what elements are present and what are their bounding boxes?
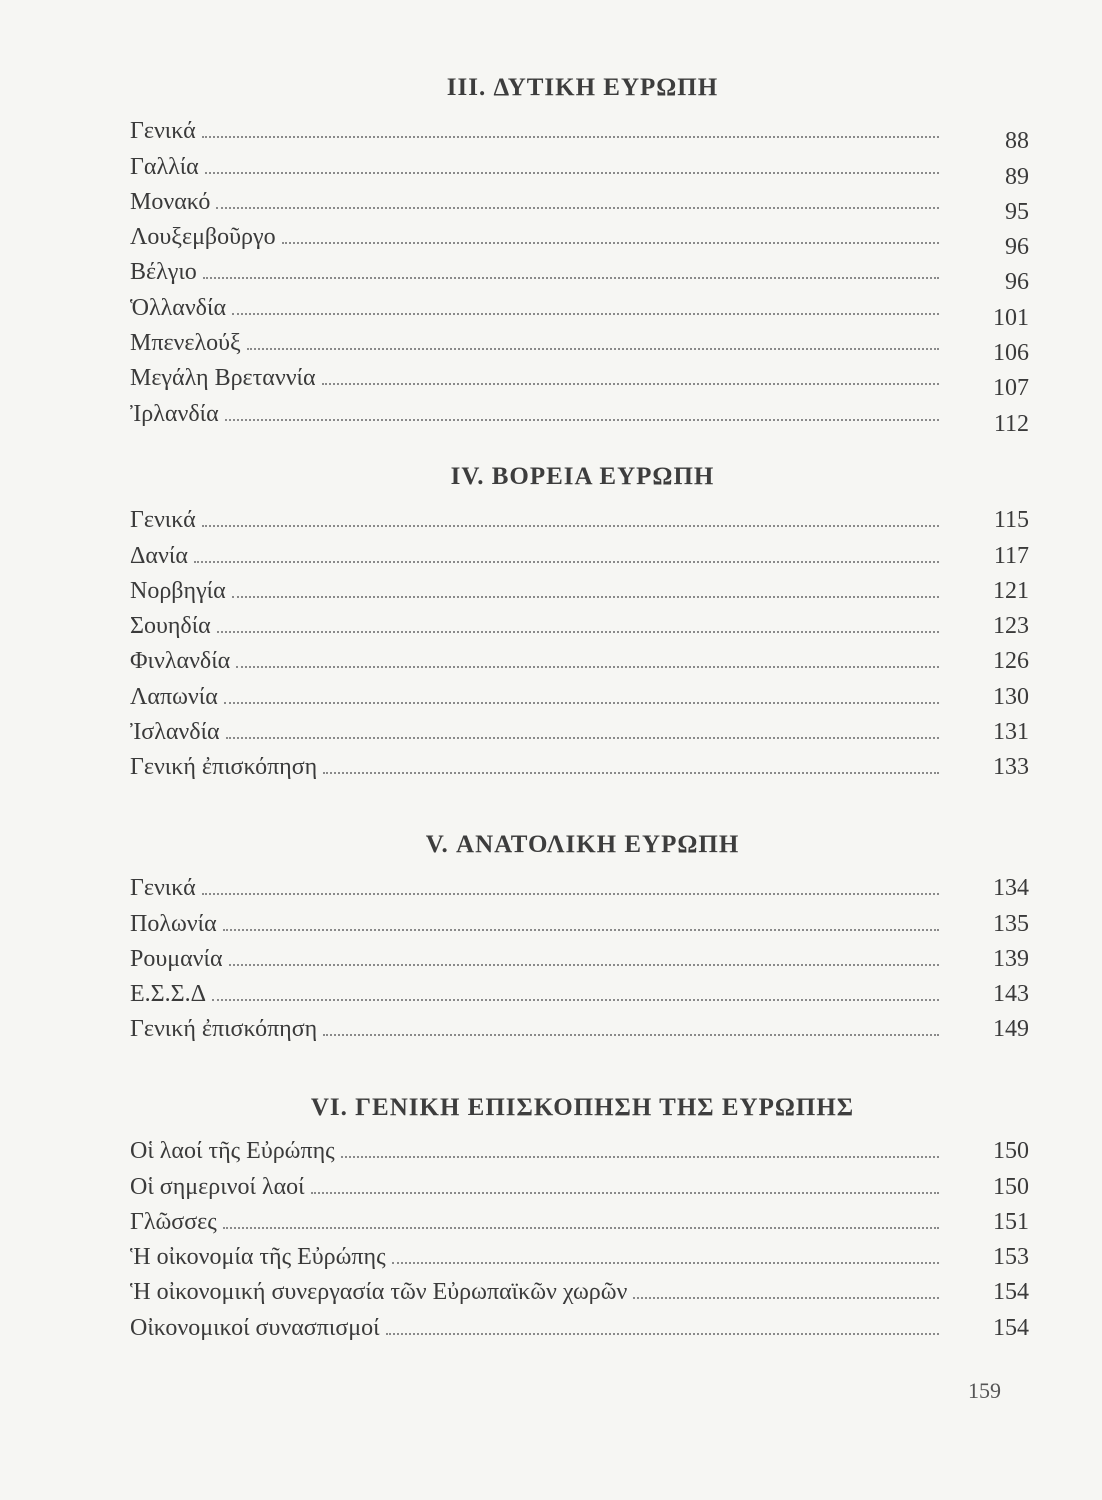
entry-label: Γενικά bbox=[130, 875, 196, 902]
dot-leader bbox=[223, 929, 939, 931]
toc-entry bbox=[130, 1130, 1035, 1165]
entry-label: Ε.Σ.Σ.Δ bbox=[130, 981, 207, 1008]
section-western-europe bbox=[130, 68, 1035, 437]
entry-label: Οἱ σημερινοί λαοί bbox=[130, 1173, 305, 1200]
entry-page-number: 126 bbox=[993, 648, 1029, 675]
entry-page-number: 154 bbox=[993, 1314, 1029, 1341]
dot-leader bbox=[229, 964, 939, 966]
dot-leader bbox=[212, 999, 939, 1001]
section-general-overview bbox=[130, 1088, 1035, 1342]
entry-label: Γενικά bbox=[130, 118, 196, 145]
dot-leader bbox=[341, 1156, 939, 1158]
dot-leader bbox=[236, 666, 939, 668]
entry-page-number: 89 bbox=[1005, 163, 1029, 190]
entry-page-number: 134 bbox=[993, 875, 1029, 902]
toc-entry bbox=[130, 640, 1035, 675]
toc-entry bbox=[130, 216, 1035, 261]
entry-label: Σουηδία bbox=[130, 613, 211, 640]
section-title: VI. ΓΕΝΙΚΗ ΕΠΙΣΚΟΠΗΣΗ ΤΗΣ ΕΥΡΩΠΗΣ bbox=[310, 1094, 855, 1121]
toc-entry bbox=[130, 1306, 1035, 1341]
entry-label: Γενική ἐπισκόπηση bbox=[130, 754, 318, 781]
entry-page-number: 106 bbox=[993, 340, 1029, 367]
dot-leader bbox=[232, 596, 939, 598]
entry-label: Οἱ λαοί τῆς Εὐρώπης bbox=[130, 1138, 335, 1165]
entry-label: Ἡ οἰκονομική συνεργασία τῶν Εὐρωπαϊκῶν χωρῶν bbox=[130, 1279, 628, 1306]
entry-label: Βέλγιο bbox=[130, 259, 197, 286]
dot-leader bbox=[202, 136, 939, 138]
dot-leader bbox=[225, 419, 939, 421]
toc-entry bbox=[130, 392, 1035, 437]
entry-page-number: 130 bbox=[993, 683, 1029, 710]
entry-label: Μονακό bbox=[130, 188, 211, 215]
dot-leader bbox=[203, 277, 939, 279]
entry-page-number: 151 bbox=[993, 1208, 1029, 1235]
entry-list bbox=[130, 110, 1035, 437]
entry-page-number: 123 bbox=[993, 613, 1029, 640]
dot-leader bbox=[217, 631, 939, 633]
toc-entry bbox=[130, 286, 1035, 331]
entry-page-number: 150 bbox=[993, 1173, 1029, 1200]
toc-entry bbox=[130, 1165, 1035, 1200]
entry-page-number: 107 bbox=[993, 375, 1029, 402]
entry-label: Ρουμανία bbox=[130, 945, 223, 972]
toc-entry bbox=[130, 534, 1035, 569]
entry-label: Λουξεμβοῦργο bbox=[130, 224, 276, 251]
dot-leader bbox=[226, 737, 939, 739]
dot-leader bbox=[247, 348, 939, 350]
entry-label: Νορβηγία bbox=[130, 577, 226, 604]
entry-page-number: 143 bbox=[993, 981, 1029, 1008]
dot-leader bbox=[311, 1192, 939, 1194]
entry-page-number: 150 bbox=[993, 1138, 1029, 1165]
dot-leader bbox=[322, 383, 939, 385]
entry-label: Μπενελούξ bbox=[130, 330, 241, 357]
toc-entry bbox=[130, 1201, 1035, 1236]
entry-label: Μεγάλη Βρεταννία bbox=[130, 365, 316, 392]
dot-leader bbox=[633, 1297, 939, 1299]
dot-leader bbox=[232, 313, 939, 315]
entry-label: Γενικά bbox=[130, 507, 196, 534]
entry-page-number: 131 bbox=[993, 719, 1029, 746]
entry-list bbox=[130, 1130, 1035, 1342]
dot-leader bbox=[282, 242, 939, 244]
entry-label: Λαπωνία bbox=[130, 683, 218, 710]
entry-list bbox=[130, 499, 1035, 781]
toc-entry bbox=[130, 181, 1035, 225]
entry-page-number: 117 bbox=[993, 542, 1029, 569]
toc-entry bbox=[130, 746, 1035, 781]
entry-page-number: 153 bbox=[993, 1244, 1029, 1271]
dot-leader bbox=[224, 702, 939, 704]
entry-label: Φινλανδία bbox=[130, 648, 231, 675]
entry-label: Ἡ οἰκονομία τῆς Εὐρώπης bbox=[130, 1244, 386, 1271]
section-title: V. ΑΝΑΤΟΛΙΚΗ ΕΥΡΩΠΗ bbox=[425, 831, 740, 858]
entry-list bbox=[130, 867, 1035, 1043]
entry-page-number: 96 bbox=[1005, 269, 1029, 296]
toc-entry bbox=[130, 499, 1035, 534]
entry-label: Ἰρλανδία bbox=[130, 400, 219, 427]
toc-entry bbox=[130, 322, 1035, 367]
entry-page-number: 95 bbox=[1005, 198, 1029, 225]
toc-entry bbox=[130, 902, 1035, 937]
section-eastern-europe bbox=[130, 825, 1035, 1043]
entry-page-number: 154 bbox=[993, 1279, 1029, 1306]
entry-page-number: 115 bbox=[993, 507, 1029, 534]
section-northern-europe bbox=[130, 457, 1035, 781]
toc-entry bbox=[130, 605, 1035, 640]
section-title: III. ΔΥΤΙΚΗ ΕΥΡΩΠΗ bbox=[446, 74, 719, 101]
toc-entry bbox=[130, 1236, 1035, 1271]
entry-page-number: 139 bbox=[993, 945, 1029, 972]
toc-entry bbox=[130, 110, 1035, 155]
entry-label: Δανία bbox=[130, 542, 188, 569]
entry-label: Ἰσλανδία bbox=[130, 719, 220, 746]
section-title: IV. ΒΟΡΕΙΑ ΕΥΡΩΠΗ bbox=[450, 463, 715, 490]
toc-entry bbox=[130, 145, 1035, 190]
dot-leader bbox=[202, 893, 939, 895]
toc-entry bbox=[130, 357, 1035, 402]
entry-label: Ὁλλανδία bbox=[130, 294, 227, 321]
entry-page-number: 133 bbox=[993, 754, 1029, 781]
dot-leader bbox=[323, 1034, 939, 1036]
entry-label: Γενική ἐπισκόπηση bbox=[130, 1016, 318, 1043]
toc-entry bbox=[130, 1271, 1035, 1306]
toc-entry bbox=[130, 711, 1035, 746]
toc-entry bbox=[130, 938, 1035, 973]
dot-leader bbox=[205, 172, 939, 174]
entry-label: Γαλλία bbox=[130, 153, 199, 180]
entry-page-number: 149 bbox=[993, 1016, 1029, 1043]
dot-leader bbox=[216, 207, 939, 209]
entry-page-number: 101 bbox=[993, 304, 1029, 331]
dot-leader bbox=[202, 525, 939, 527]
page-number: 159 bbox=[968, 1378, 1001, 1403]
dot-leader bbox=[386, 1333, 939, 1335]
entry-page-number: 112 bbox=[993, 410, 1029, 437]
entry-label: Γλῶσσες bbox=[130, 1208, 217, 1235]
toc-entry bbox=[130, 251, 1035, 296]
toc-entry bbox=[130, 570, 1035, 605]
entry-page-number: 88 bbox=[1005, 128, 1029, 155]
entry-page-number: 121 bbox=[993, 577, 1029, 604]
toc-entry bbox=[130, 973, 1035, 1008]
dot-leader bbox=[223, 1227, 939, 1229]
dot-leader bbox=[392, 1262, 939, 1264]
dot-leader bbox=[194, 561, 939, 563]
toc-entry bbox=[130, 675, 1035, 710]
toc-entry bbox=[130, 1008, 1035, 1043]
entry-page-number: 96 bbox=[1005, 234, 1029, 261]
dot-leader bbox=[323, 772, 939, 774]
entry-page-number: 135 bbox=[993, 910, 1029, 937]
entry-label: Πολωνία bbox=[130, 910, 217, 937]
toc-entry bbox=[130, 867, 1035, 902]
entry-label: Οἰκονομικοί συνασπισμοί bbox=[130, 1314, 380, 1341]
